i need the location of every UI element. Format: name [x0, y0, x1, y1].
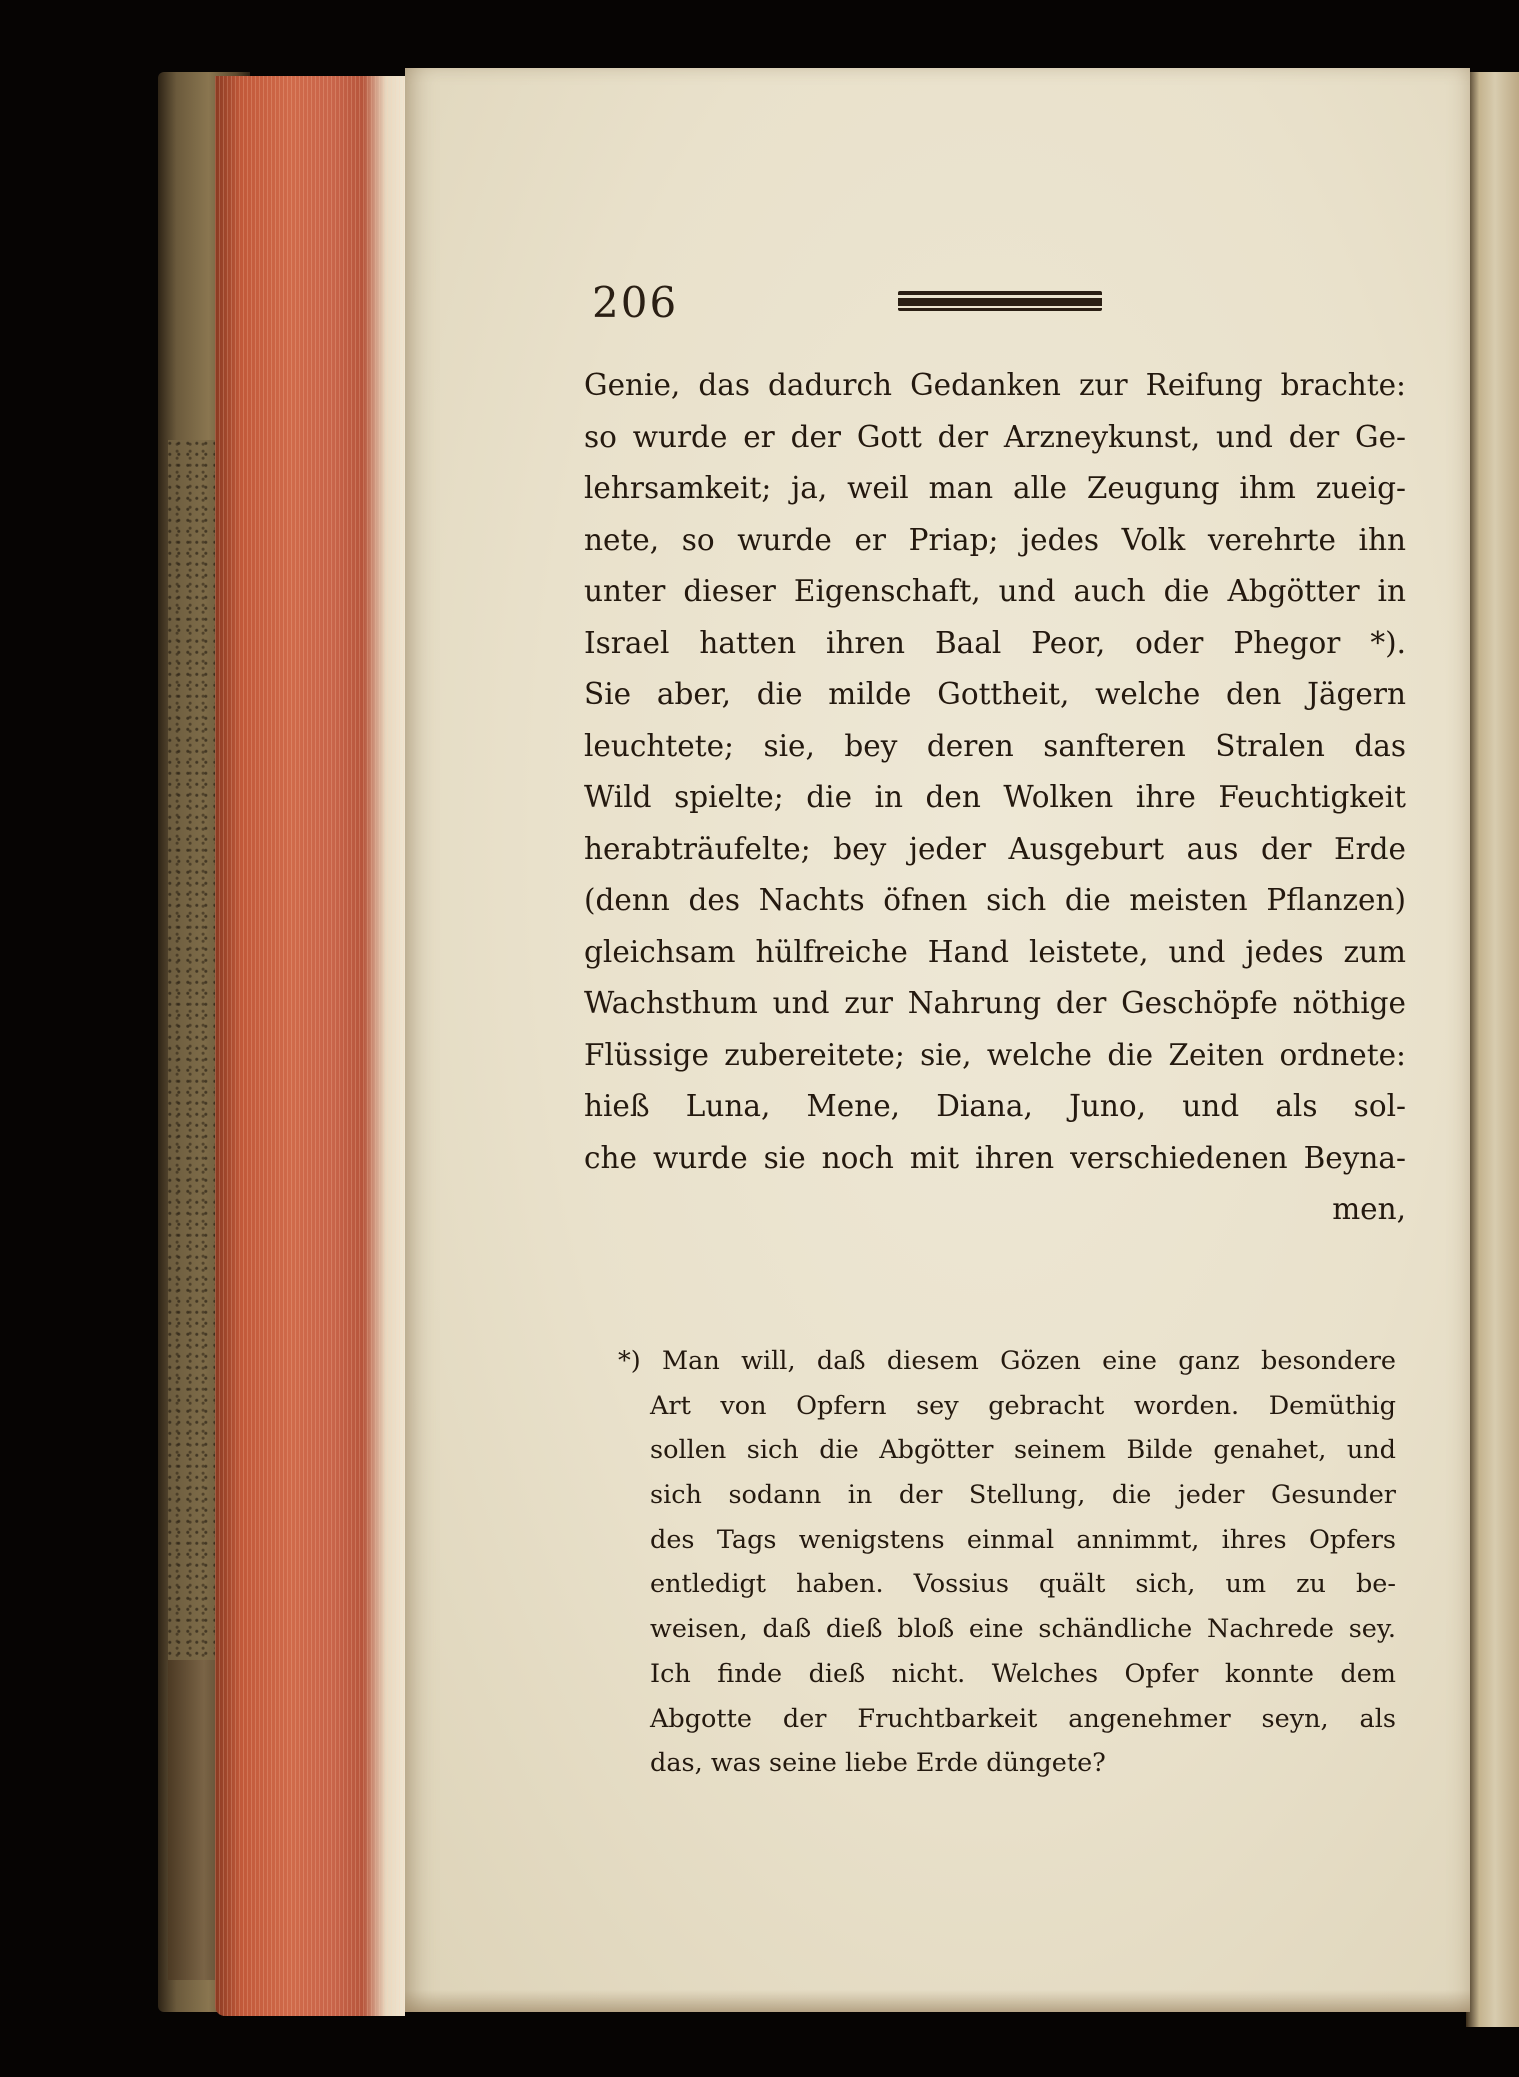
footnote-block: [618, 1339, 1396, 1786]
text-line: (denn des Nachts öfnen sich die meisten Pflanzen): [584, 883, 1406, 917]
header-ornament-rule: [898, 291, 1102, 311]
facing-page-edge: [1466, 72, 1519, 2027]
text-line: Wachsthum und zur Nahrung der Geschöpfe nöthige: [584, 986, 1406, 1020]
text-line: Genie, das dadurch Gedanken zur Reifung brachte:: [584, 368, 1406, 402]
text-line: Flüssige zubereitete; sie, welche die Zeiten ordnete:: [584, 1037, 1406, 1072]
main-text-block: [584, 360, 1406, 1236]
footnote-line: Ich finde dieß nicht. Welches Opfer konnte dem: [650, 1658, 1396, 1689]
footnote-line: des Tags wenigstens einmal annimmt, ihres Opfers: [650, 1524, 1396, 1555]
text-line: Sie aber, die milde Gottheit, welche den Jägern: [584, 677, 1406, 711]
catchword: men,: [1332, 1192, 1406, 1226]
footnote-line: das, was seine liebe Erde düngete?: [650, 1748, 1106, 1779]
text-line: nete, so wurde er Priap; jedes Volk verehrte ihn: [584, 522, 1406, 557]
page-bottom-shadow: [405, 1990, 1470, 2012]
text-line: Wild spielte; die in den Wolken ihre Feuchtigkeit: [584, 780, 1406, 814]
footnote-line: entledigt haben. Vossius quält sich, um zu be-: [650, 1569, 1396, 1600]
text-line: hieß Luna, Mene, Diana, Juno, und als sol-: [584, 1089, 1406, 1123]
text-line: unter dieser Eigenschaft, und auch die Abgötter in: [584, 574, 1406, 608]
text-line: so wurde er der Gott der Arzneykunst, und der Ge-: [584, 419, 1406, 454]
text-line: herabträufelte; bey jeder Ausgeburt aus der Erde: [584, 831, 1406, 866]
text-line: gleichsam hülfreiche Hand leistete, und jedes zum: [584, 934, 1406, 969]
text-line: Israel hatten ihren Baal Peor, oder Phegor *).: [584, 625, 1406, 660]
footnote-line: Art von Opfern sey gebracht worden. Demüthig: [650, 1390, 1396, 1421]
text-line: lehrsamkeit; ja, weil man alle Zeugung ihm zueig-: [584, 471, 1406, 505]
footnote-line: sollen sich die Abgötter seinem Bilde genahet, und: [650, 1435, 1396, 1466]
page-number: 206: [592, 278, 679, 327]
footnote-line: weisen, daß dieß bloß eine schändliche Nachrede sey.: [650, 1614, 1396, 1645]
footnote-line: sich sodann in der Stellung, die jeder Gesunder: [650, 1480, 1396, 1511]
text-line: che wurde sie noch mit ihren verschiedenen Beyna-: [584, 1140, 1406, 1175]
footnote-line: *) Man will, daß diesem Gözen eine ganz besondere: [618, 1346, 1396, 1376]
footnote-line: Abgotte der Fruchtbarkeit angenehmer seyn, als: [650, 1703, 1396, 1734]
red-page-edges: [215, 76, 405, 2016]
text-line: leuchtete; sie, bey deren sanfteren Stralen das: [584, 728, 1406, 763]
